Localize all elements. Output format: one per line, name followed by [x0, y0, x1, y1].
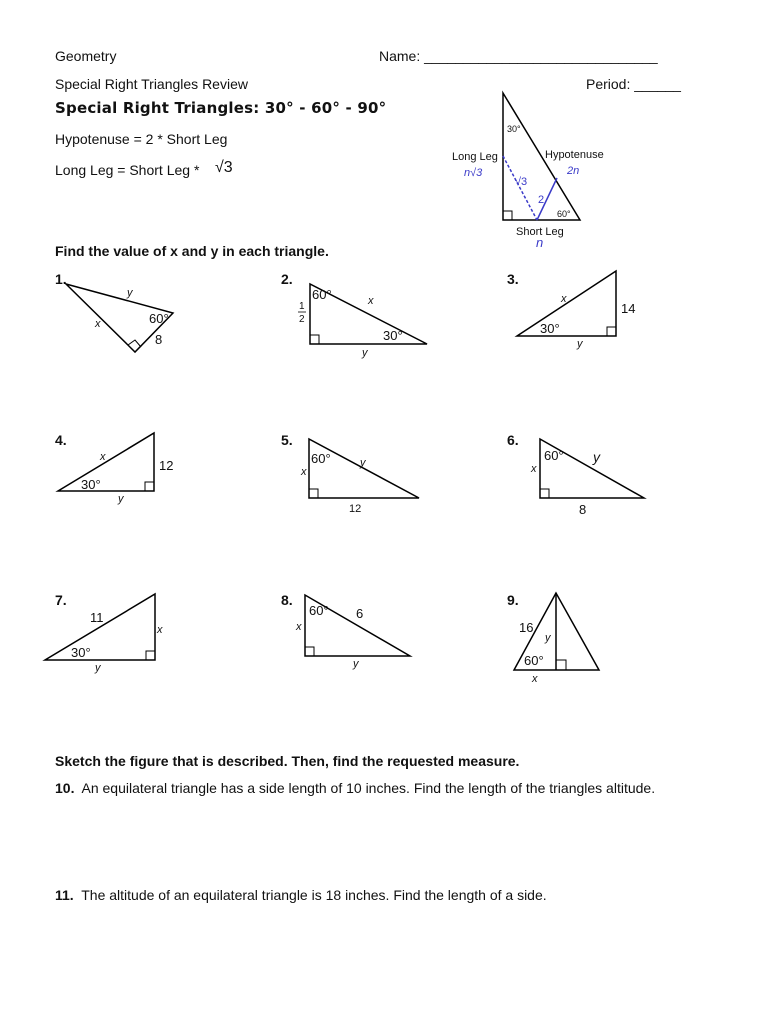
ref-short-leg-value: n — [536, 235, 544, 250]
ref-long-leg-label: Long Leg — [452, 151, 498, 163]
t7-label-y: y — [95, 662, 101, 674]
name-field: Name: ______________________________ — [379, 48, 658, 64]
t3-label-x: x — [561, 293, 567, 305]
triangle-3 — [517, 271, 635, 350]
t1-label-60: 60° — [149, 311, 169, 326]
problem-3-number: 3. — [507, 271, 519, 287]
t2-frac-den: 2 — [299, 314, 305, 325]
ref-angle-30: 30° — [507, 124, 521, 134]
ref-inner-sqrt3: √3 — [515, 176, 528, 188]
t4-label-30: 30° — [81, 477, 101, 492]
subject-label: Geometry — [55, 48, 117, 64]
t1-label-x: x — [95, 318, 101, 330]
t8-label-x: x — [296, 621, 302, 633]
t7-label-30: 30° — [71, 645, 91, 660]
triangle-6 — [530, 439, 644, 517]
t2-frac-num: 1 — [299, 301, 305, 312]
triangle-2 — [298, 284, 427, 359]
triangle-9 — [514, 593, 599, 685]
t4-label-12: 12 — [159, 458, 174, 473]
t6-label-60: 60° — [544, 448, 564, 463]
t8-label-y: y — [353, 658, 359, 670]
problem-7-number: 7. — [55, 592, 67, 608]
t2-label-x: x — [368, 295, 374, 307]
problem-1-number: 1. — [55, 271, 67, 287]
t5-label-x: x — [301, 466, 307, 478]
sqrt3-symbol: √3 — [215, 159, 233, 176]
problem-2-number: 2. — [281, 271, 293, 287]
question-10-number: 10. — [55, 780, 75, 796]
review-title: Special Right Triangles Review — [55, 76, 248, 92]
t5-label-12: 12 — [349, 503, 362, 515]
ref-angle-60: 60° — [557, 209, 571, 219]
triangle-1 — [66, 284, 173, 352]
t6-label-8: 8 — [579, 502, 587, 517]
t6-label-y: y — [593, 449, 600, 465]
t9-label-x: x — [532, 673, 538, 685]
section-title: Special Right Triangles: 30° - 60° - 90° — [55, 99, 387, 117]
t1-label-8: 8 — [155, 332, 163, 347]
problem-5-number: 5. — [281, 432, 293, 448]
problem-6-number: 6. — [507, 432, 519, 448]
t1-label-y: y — [127, 287, 133, 299]
problem-4-number: 4. — [55, 432, 67, 448]
instructions: Find the value of x and y in each triangle. — [55, 243, 329, 259]
triangle-4 — [58, 433, 173, 505]
t5-label-y: y — [360, 457, 366, 469]
problem-9-number: 9. — [507, 592, 519, 608]
t4-label-x: x — [100, 451, 106, 463]
ref-hyp-value: 2n — [567, 165, 580, 177]
t4-label-y: y — [118, 493, 124, 505]
t8-label-60: 60° — [309, 603, 329, 618]
triangle-8 — [295, 595, 410, 670]
question-11 — [55, 887, 547, 903]
triangle-7 — [45, 594, 163, 674]
t5-label-60: 60° — [311, 451, 331, 466]
t2-label-30: 30° — [383, 328, 403, 343]
period-field: Period: ______ — [586, 76, 681, 92]
t9-label-60: 60° — [524, 653, 544, 668]
t3-label-30: 30° — [540, 321, 560, 336]
t2-label-60: 60° — [312, 287, 332, 302]
t8-label-6: 6 — [356, 606, 364, 621]
t3-label-y: y — [577, 338, 583, 350]
t7-label-x: x — [157, 624, 163, 636]
t9-label-16: 16 — [519, 620, 534, 635]
question-10-text: An equilateral triangle has a side length of 10 inches. Find the length of the triangles altitude. — [81, 780, 656, 796]
ref-short-leg-label: Short Leg — [516, 226, 564, 238]
question-11-number: 11. — [55, 887, 74, 903]
ref-inner-2: 2 — [538, 194, 545, 206]
problem-8-number: 8. — [281, 592, 293, 608]
rule-hypotenuse: Hypotenuse = 2 * Short Leg — [55, 131, 228, 147]
t9-label-y: y — [545, 632, 551, 644]
rule-long-leg: Long Leg = Short Leg * — [55, 162, 200, 178]
sketch-instructions: Sketch the figure that is described. Then, find the requested measure. — [55, 753, 520, 769]
t6-label-x: x — [531, 463, 537, 475]
t2-label-y: y — [362, 347, 368, 359]
ref-hyp-label: Hypotenuse — [545, 149, 604, 161]
question-10 — [55, 780, 655, 796]
question-11-text: The altitude of an equilateral triangle is 18 inches. Find the length of a side. — [81, 887, 547, 903]
ref-long-leg-value: n√3 — [464, 167, 483, 179]
triangle-5 — [300, 439, 419, 515]
t7-label-11: 11 — [90, 610, 104, 625]
t3-label-14: 14 — [621, 301, 636, 316]
